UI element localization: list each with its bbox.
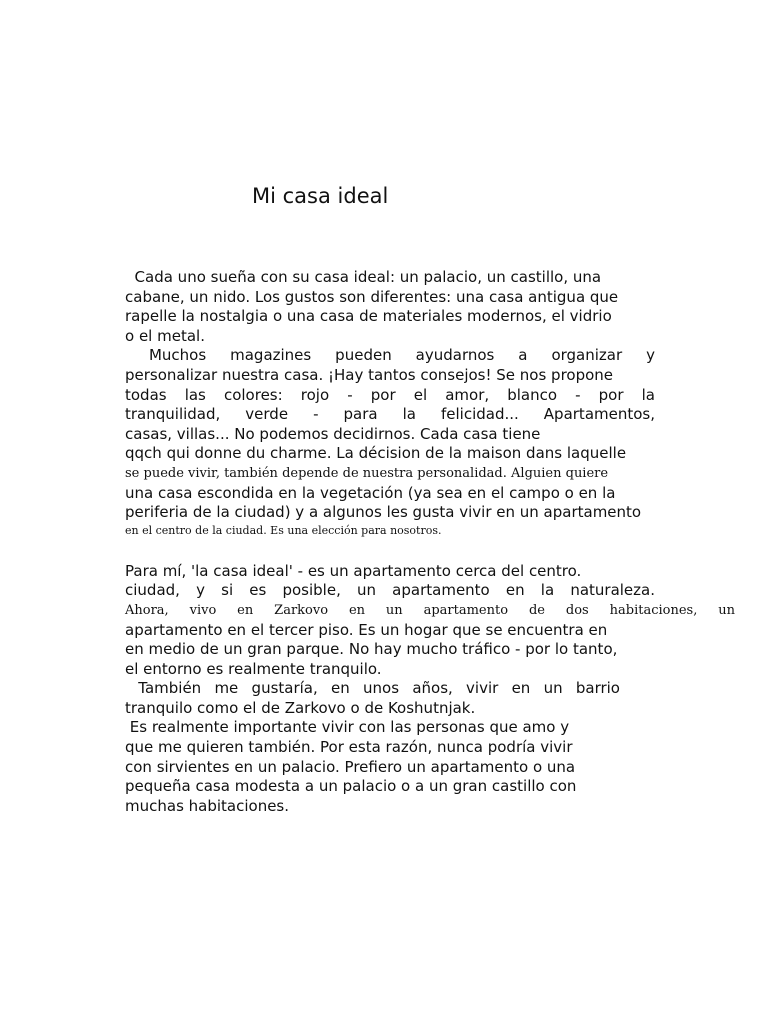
text-line: casas, villas... No podemos decidirnos. Cada casa tiene — [125, 424, 541, 443]
text-line: Ahora, vivo en Zarkovo en un apartamento de dos habitaciones, un — [125, 602, 735, 618]
text-line: muchas habitaciones. — [125, 796, 290, 815]
text-line: o el metal. — [125, 326, 205, 345]
text-line: se puede vivir, también depende de nuestra personalidad. Alguien quiere — [125, 465, 609, 481]
text-line: el entorno es realmente tranquilo. — [125, 659, 382, 678]
text-line: en medio de un gran parque. No hay mucho tráfico - por lo tanto, — [125, 640, 618, 659]
text-line: Es realmente importante vivir con las personas que amo y — [125, 718, 570, 737]
text-line: todas las colores: rojo - por el amor, blanco - por la — [125, 385, 655, 404]
text-line: periferia de la ciudad) y a algunos les gusta vivir en un apartamento — [125, 503, 642, 522]
text-line: que me quieren también. Por esta razón, nunca podría vivir — [125, 738, 573, 757]
text-line: Para mí, 'la casa ideal' - es un apartamento cerca del centro. — [125, 561, 582, 580]
text-line: apartamento en el tercer piso. Es un hogar que se encuentra en — [125, 620, 608, 639]
text-line: Cada uno sueña con su casa ideal: un palacio, un castillo, una — [125, 268, 602, 286]
text-line: ciudad, y si es posible, un apartamento en la naturaleza. — [125, 581, 655, 600]
text-line: Muchos magazines pueden ayudarnos a organizar y — [125, 346, 655, 365]
text-line: pequeña casa modesta a un palacio o a un gran castillo con — [125, 777, 577, 796]
text-line: También me gustaría, en unos años, vivir en un barrio — [125, 679, 620, 698]
text-line: con sirvientes en un palacio. Prefiero un apartamento o una — [125, 757, 576, 776]
document-body — [125, 268, 735, 816]
text-line: qqch qui donne du charme. La décision de la maison dans laquelle — [125, 444, 627, 463]
text-line: una casa escondida en la vegetación (ya sea en el campo o en la — [125, 483, 616, 502]
text-line: tranquilidad, verde - para la felicidad... Apartamentos, — [125, 405, 655, 424]
page-title: Mi casa ideal — [252, 184, 389, 208]
text-line: tranquilo como el de Zarkovo o de Koshutnjak. — [125, 698, 476, 717]
text-line: cabane, un nido. Los gustos son diferentes: una casa antigua que — [125, 287, 619, 306]
text-line: rapelle la nostalgia o una casa de materiales modernos, el vidrio — [125, 307, 612, 326]
text-line: en el centro de la ciudad. Es una elección para nosotros. — [125, 523, 442, 537]
paragraph-gap — [125, 539, 655, 562]
text-line: personalizar nuestra casa. ¡Hay tantos consejos! Se nos propone — [125, 365, 614, 384]
